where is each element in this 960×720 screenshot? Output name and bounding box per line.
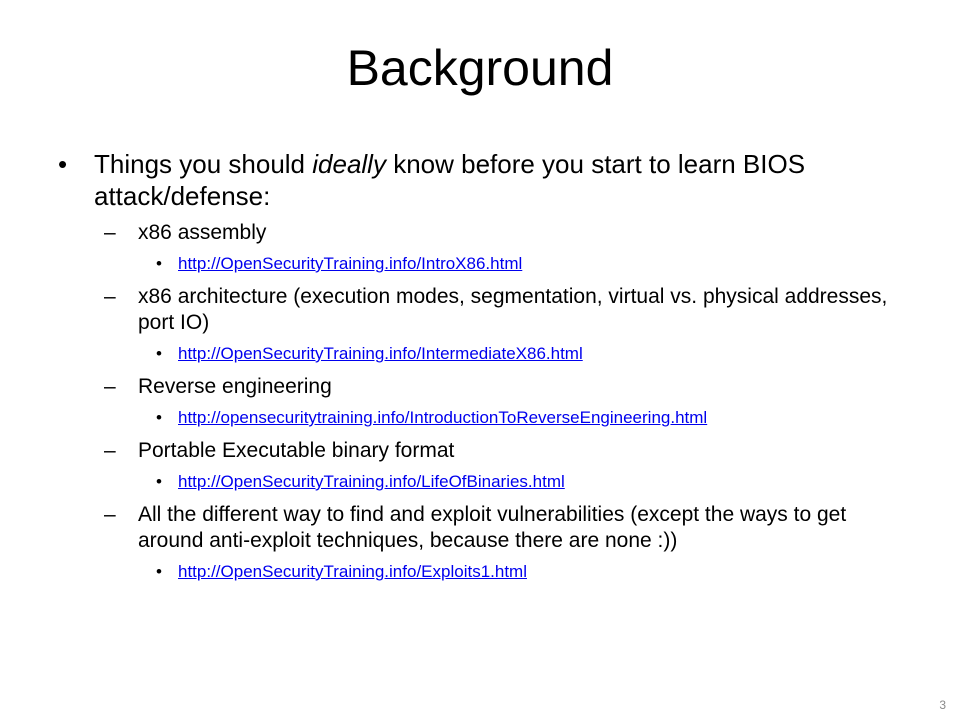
dash-marker: – bbox=[104, 503, 116, 526]
bullet-marker: • bbox=[156, 408, 162, 427]
resource-link-item bbox=[156, 344, 908, 364]
topic-label: All the different way to find and exploit vulnerabilities (except the ways to get around anti-exploit techniques, because there are none :)) bbox=[138, 503, 847, 552]
resource-link-item bbox=[156, 562, 908, 582]
topic-label: x86 architecture (execution modes, segmentation, virtual vs. physical addresses, port IO) bbox=[138, 285, 888, 334]
intro-emphasis: ideally bbox=[312, 149, 386, 179]
resource-link[interactable]: http://opensecuritytraining.info/IntroductionToReverseEngineering.html bbox=[178, 408, 708, 427]
resource-link-item bbox=[156, 408, 908, 428]
resource-link[interactable]: http://OpenSecurityTraining.info/Exploits1.html bbox=[178, 562, 527, 581]
dash-marker: – bbox=[104, 221, 116, 244]
intro-text-after: know before you start to learn BIOS attack/defense: bbox=[94, 149, 806, 211]
topic-item bbox=[104, 220, 908, 246]
topic-item bbox=[104, 284, 908, 336]
bullet-marker: • bbox=[156, 344, 162, 363]
bullet-marker: • bbox=[58, 149, 68, 179]
resource-link[interactable]: http://OpenSecurityTraining.info/IntroX86.html bbox=[178, 254, 523, 273]
dash-marker: – bbox=[104, 375, 116, 398]
slide-title: Background bbox=[346, 40, 614, 96]
intro-text-before: Things you should bbox=[94, 149, 313, 179]
topic-item bbox=[104, 502, 908, 554]
topic-item bbox=[104, 438, 908, 464]
resource-link-item bbox=[156, 254, 908, 274]
resource-link-item bbox=[156, 472, 908, 492]
bullet-marker: • bbox=[156, 562, 162, 581]
topic-label: x86 assembly bbox=[138, 221, 267, 244]
resource-link[interactable]: http://OpenSecurityTraining.info/LifeOfBinaries.html bbox=[178, 472, 565, 491]
topic-label: Portable Executable binary format bbox=[138, 439, 455, 462]
dash-marker: – bbox=[104, 439, 116, 462]
topic-label: Reverse engineering bbox=[138, 375, 332, 398]
topic-item bbox=[104, 374, 908, 400]
bullet-marker: • bbox=[156, 472, 162, 491]
bullet-marker: • bbox=[156, 254, 162, 273]
intro-bullet bbox=[58, 148, 908, 212]
slide-content bbox=[58, 148, 908, 592]
dash-marker: – bbox=[104, 285, 116, 308]
page-number: 3 bbox=[939, 698, 946, 712]
resource-link[interactable]: http://OpenSecurityTraining.info/IntermediateX86.html bbox=[178, 344, 583, 363]
